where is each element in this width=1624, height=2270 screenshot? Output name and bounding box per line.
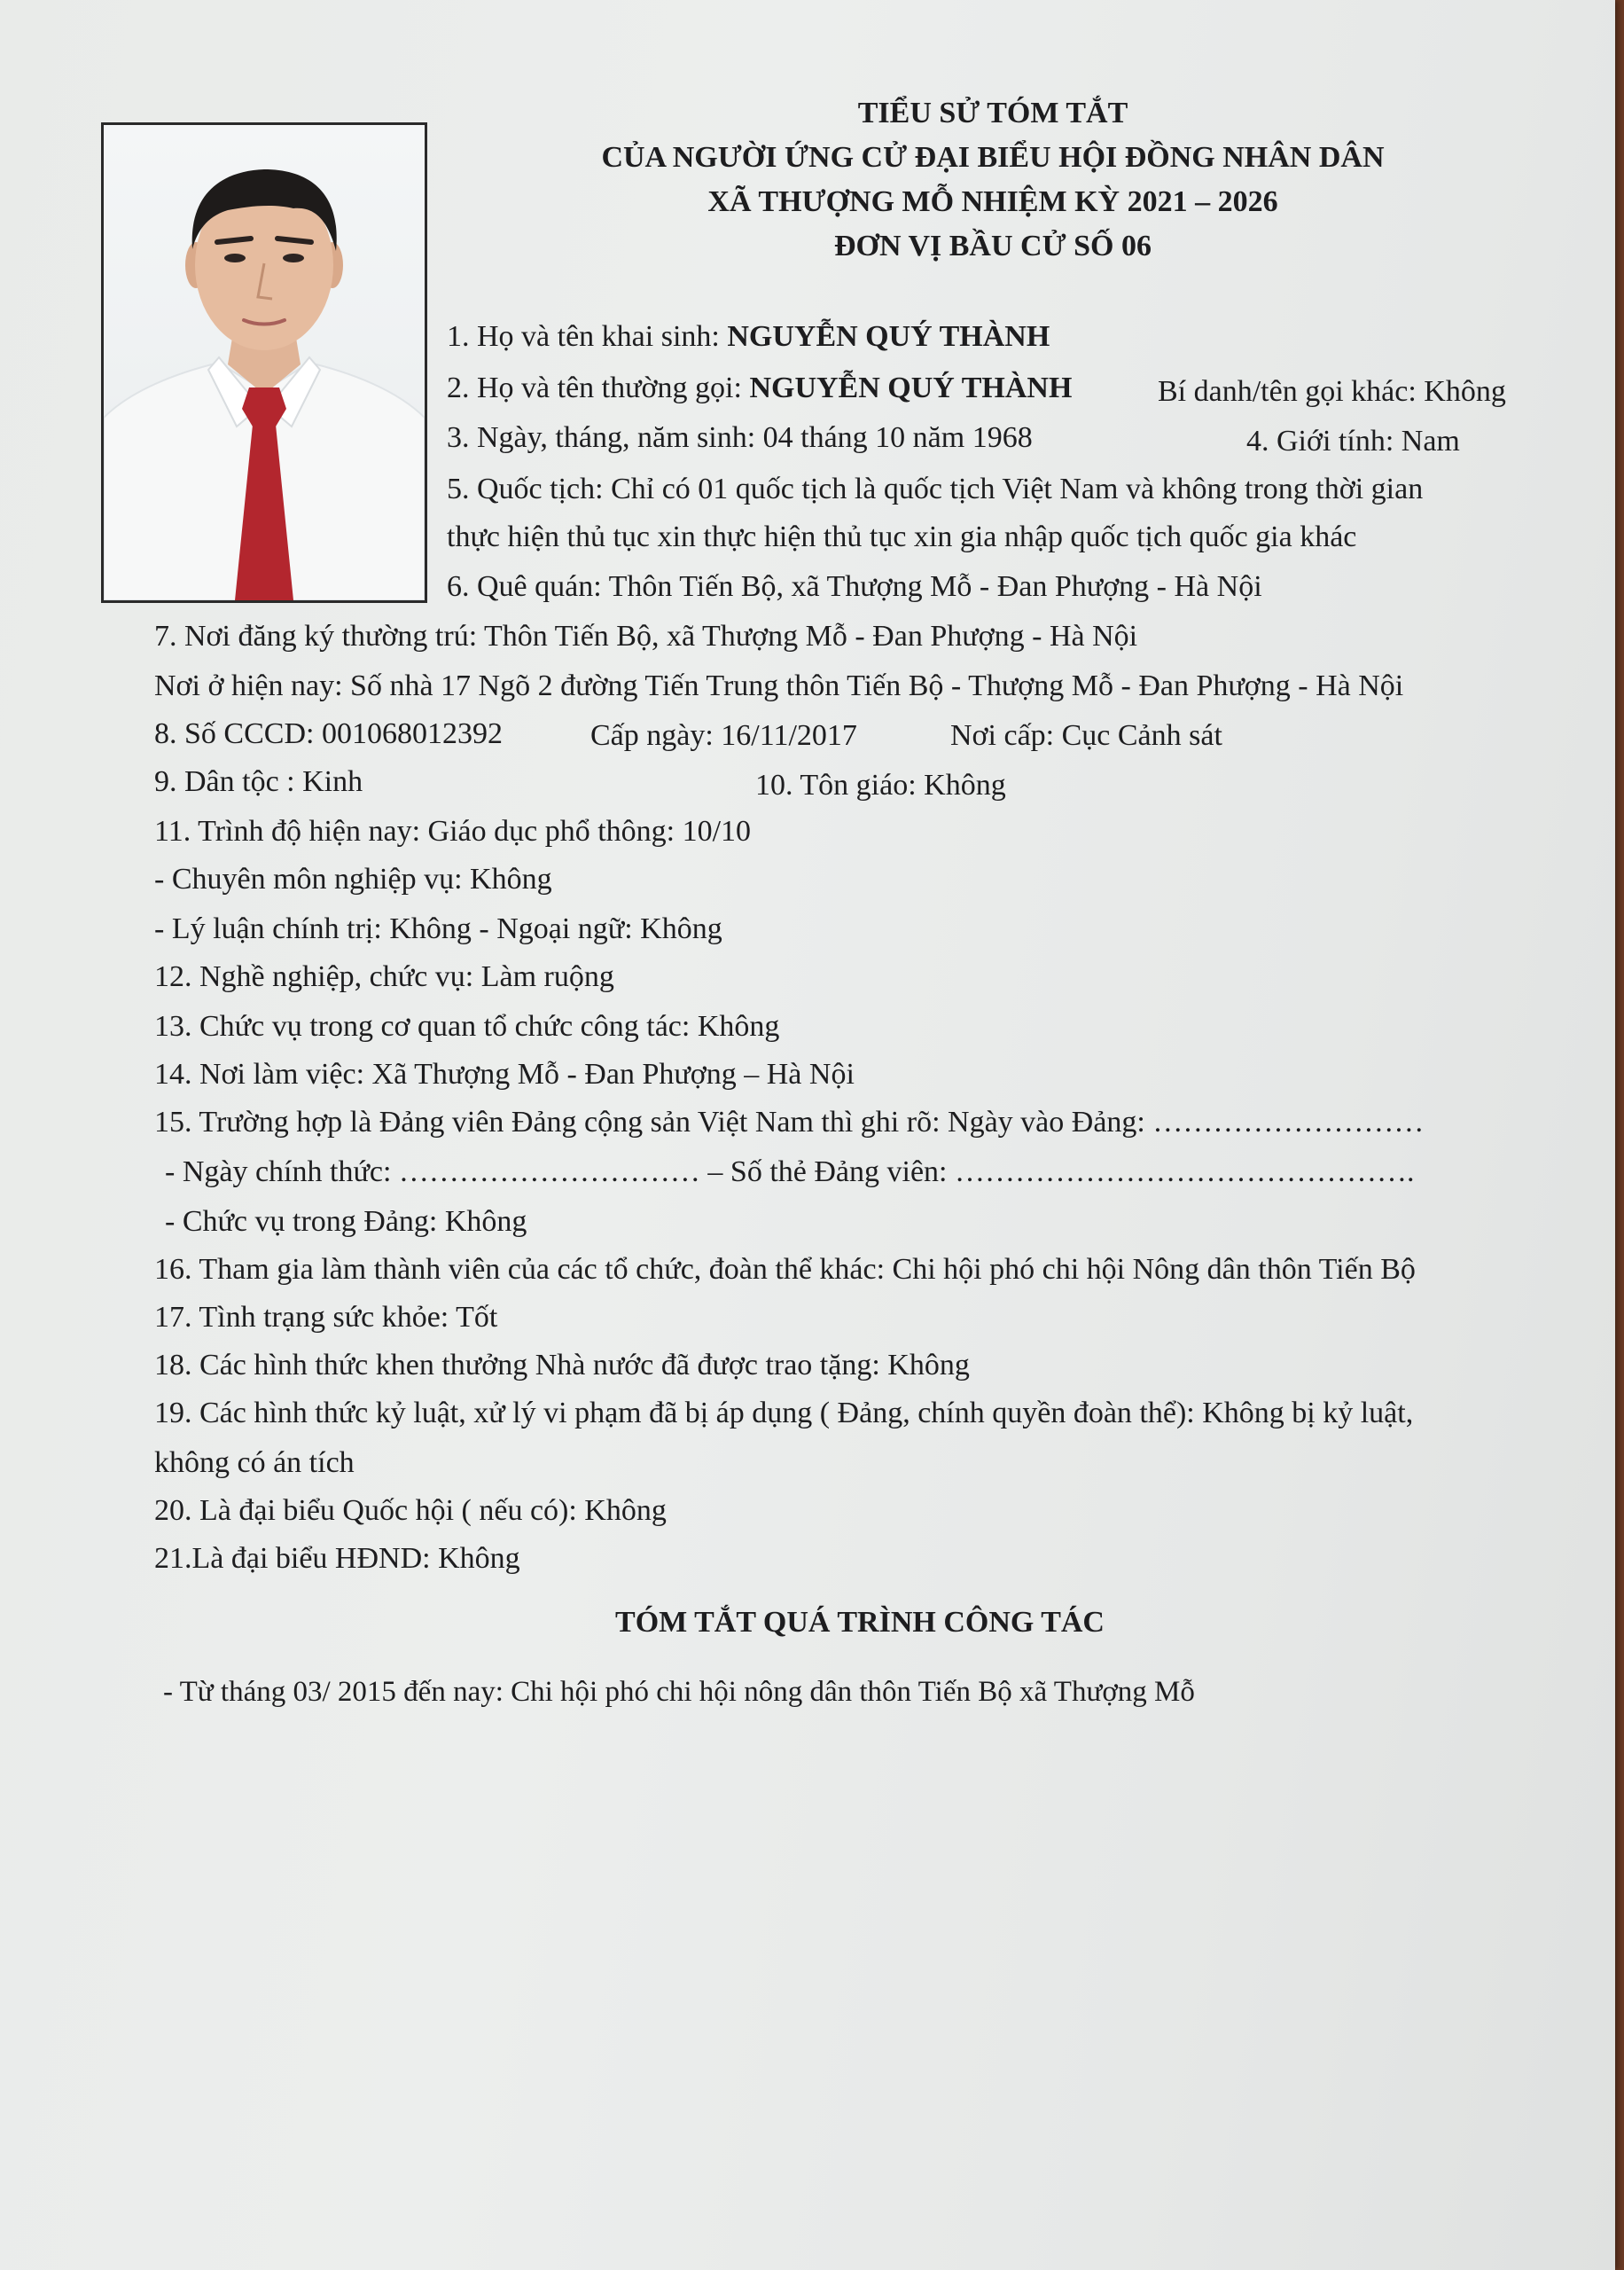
field-discipline-line2: không có án tích (154, 1446, 355, 1479)
portrait-illustration (104, 125, 425, 600)
doc-subtitle-term: XÃ THƯỢNG MỖ NHIỆM KỲ 2021 – 2026 (707, 185, 1278, 218)
field-common-name (447, 371, 1072, 406)
field-id-issue-date: Cấp ngày: 16/11/2017 (590, 719, 857, 752)
field-occupation: 12. Nghề nghiệp, chức vụ: Làm ruộng (154, 960, 614, 993)
field-ethnicity: 9. Dân tộc : Kinh (154, 765, 363, 798)
field-date-of-birth: 3. Ngày, tháng, năm sinh: 04 tháng 10 năm 1968 (447, 421, 1033, 454)
field-party-member: 15. Trường hợp là Đảng viên Đảng cộng sản Việt Nam thì ghi rõ: Ngày vào Đảng: ……………………… (154, 1106, 1425, 1139)
field-id-number: 8. Số CCCD: 001068012392 (154, 717, 503, 750)
field-value: NGUYỄN QUÝ THÀNH (727, 320, 1050, 353)
field-permanent-residence: 7. Nơi đăng ký thường trú: Thôn Tiến Bộ, xã Thượng Mỗ - Đan Phượng - Hà Nội (154, 620, 1138, 653)
field-alias: Bí danh/tên gọi khác: Không (1158, 375, 1506, 408)
field-id-issue-place: Nơi cấp: Cục Cảnh sát (950, 719, 1222, 752)
field-council-delegate: 21.Là đại biểu HĐND: Không (154, 1542, 520, 1575)
field-nationality-line1: 5. Quốc tịch: Chỉ có 01 quốc tịch là quốc tịch Việt Nam và không trong thời gian (447, 473, 1424, 505)
field-health: 17. Tình trạng sức khỏe: Tốt (154, 1301, 498, 1334)
field-workplace: 14. Nơi làm việc: Xã Thượng Mỗ - Đan Phượng – Hà Nội (154, 1058, 855, 1091)
field-organizations: 16. Tham gia làm thành viên của các tổ chức, đoàn thể khác: Chi hội phó chi hội Nông dân thôn Tiến Bộ (154, 1253, 1416, 1286)
field-party-official-date: - Ngày chính thức: ………………………… – Số thẻ Đảng viên: ………………………………………. (165, 1155, 1415, 1188)
field-party-position: - Chức vụ trong Đảng: Không (165, 1205, 527, 1238)
field-value: NGUYỄN QUÝ THÀNH (749, 372, 1073, 404)
field-label: 2. Họ và tên thường gọi: (447, 372, 750, 404)
candidate-portrait-photo (101, 122, 427, 603)
doc-subtitle-unit: ĐƠN VỊ BẦU CỬ SỐ 06 (834, 230, 1152, 262)
field-position: 13. Chức vụ trong cơ quan tổ chức công tác: Không (154, 1010, 780, 1043)
field-gender: 4. Giới tính: Nam (1246, 425, 1460, 458)
field-label: 1. Họ và tên khai sinh: (447, 320, 728, 353)
field-political-theory: - Lý luận chính trị: Không - Ngoại ngữ: Không (154, 912, 722, 945)
doc-subtitle: CỦA NGƯỜI ỨNG CỬ ĐẠI BIỂU HỘI ĐỒNG NHÂN DÂN (601, 141, 1385, 174)
field-specialty: - Chuyên môn nghiệp vụ: Không (154, 863, 552, 896)
doc-title: TIỂU SỬ TÓM TẮT (857, 97, 1128, 129)
field-awards: 18. Các hình thức khen thưởng Nhà nước đã được trao tặng: Không (154, 1349, 970, 1382)
field-nationality-line2: thực hiện thủ tục xin thực hiện thủ tục xin gia nhập quốc tịch quốc gia khác (447, 521, 1357, 553)
field-current-residence: Nơi ở hiện nay: Số nhà 17 Ngõ 2 đường Tiến Trung thôn Tiến Bộ - Thượng Mỗ - Đan Phượng - Hà Nội (154, 669, 1404, 702)
field-birth-name (447, 319, 1050, 355)
career-item: - Từ tháng 03/ 2015 đến nay: Chi hội phó chi hội nông dân thôn Tiến Bộ xã Thượng Mỗ (163, 1676, 1195, 1708)
field-national-assembly: 20. Là đại biểu Quốc hội ( nếu có): Không (154, 1494, 667, 1527)
career-section-title: TÓM TẮT QUÁ TRÌNH CÔNG TÁC (615, 1606, 1105, 1639)
field-discipline-line1: 19. Các hình thức kỷ luật, xử lý vi phạm đã bị áp dụng ( Đảng, chính quyền đoàn thể): Không bị kỷ luật, (154, 1397, 1414, 1429)
field-hometown: 6. Quê quán: Thôn Tiến Bộ, xã Thượng Mỗ - Đan Phượng - Hà Nội (447, 570, 1262, 603)
field-education: 11. Trình độ hiện nay: Giáo dục phổ thông: 10/10 (154, 815, 752, 848)
field-religion: 10. Tôn giáo: Không (755, 769, 1006, 802)
